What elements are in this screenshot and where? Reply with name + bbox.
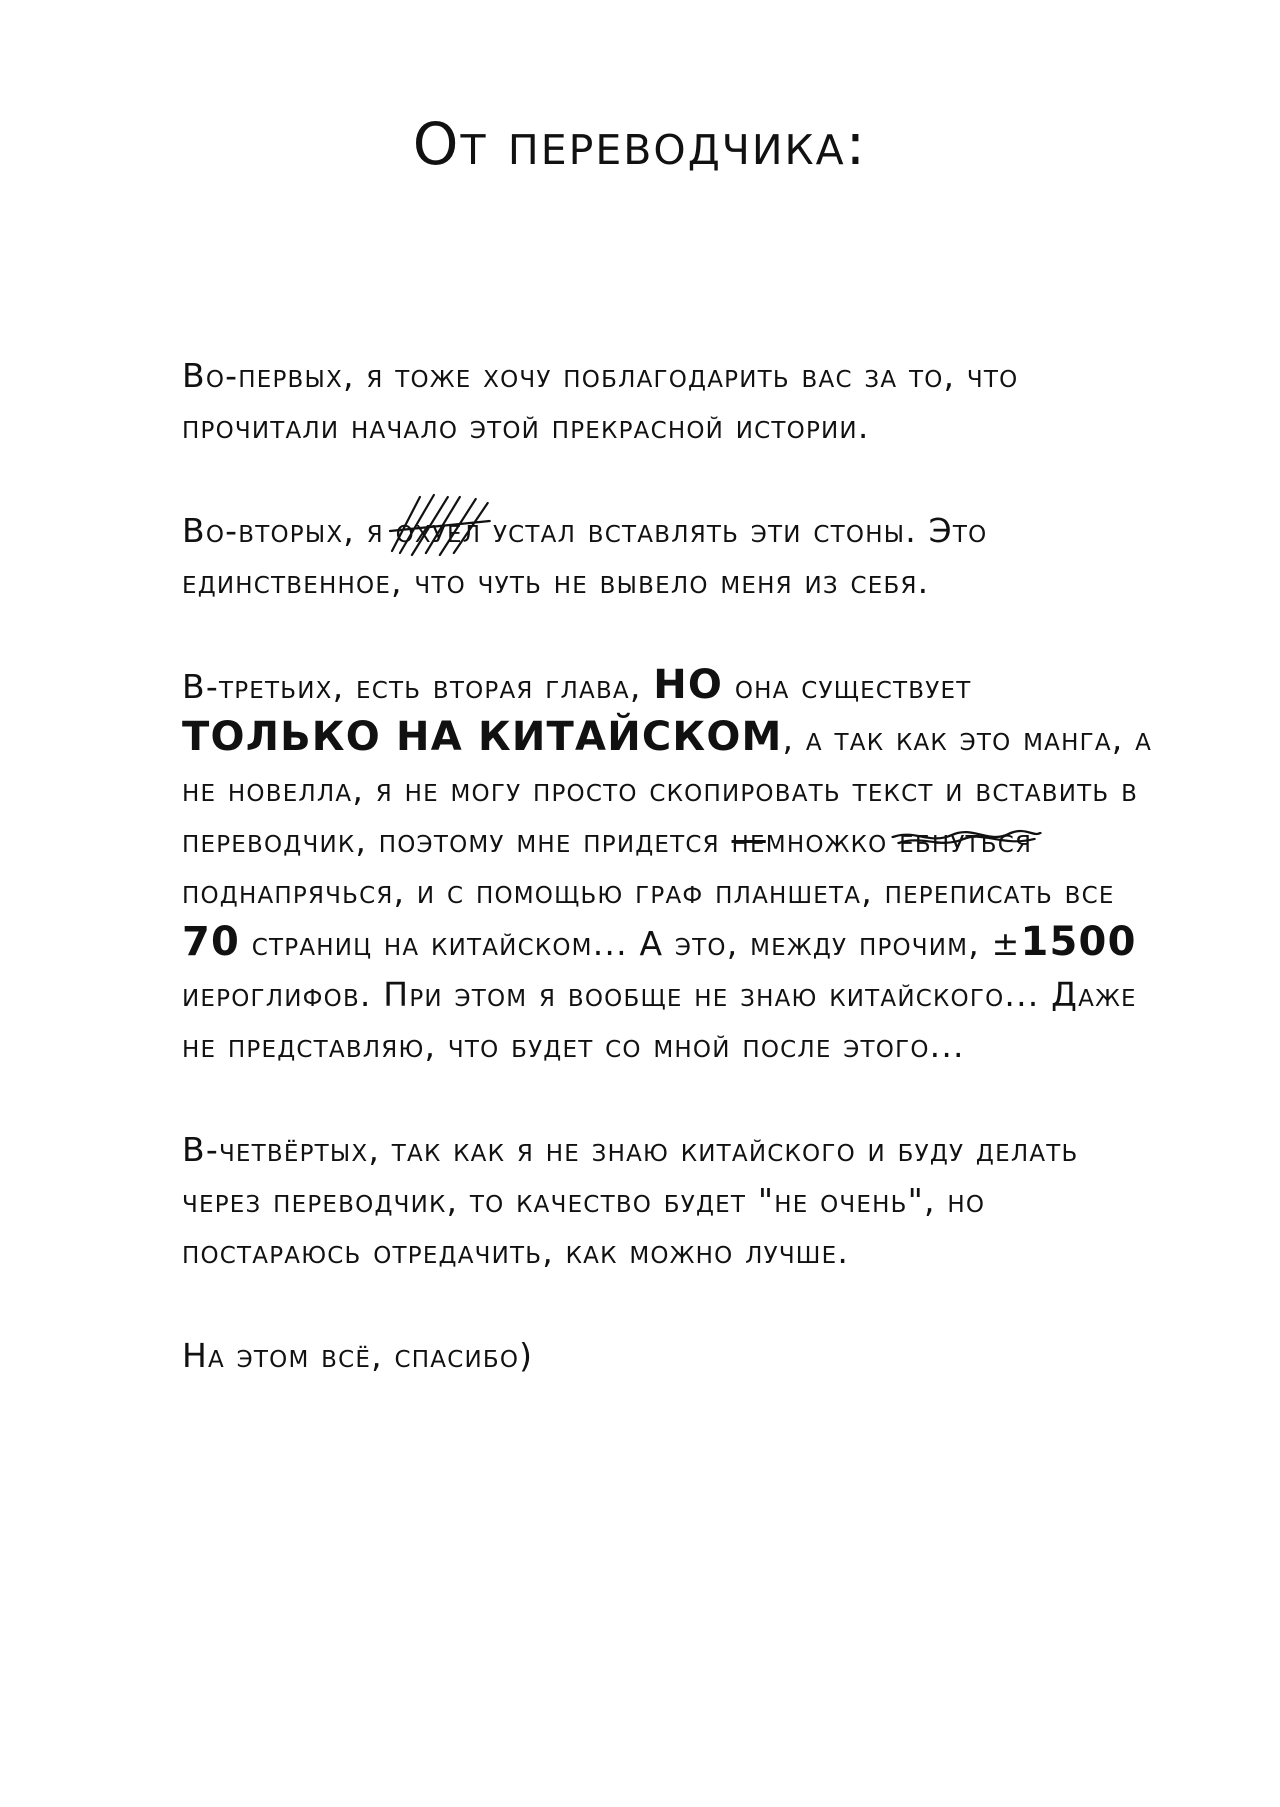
- paragraph-second-start: Во-вторых, я: [182, 511, 396, 550]
- crossed-out-word: [396, 505, 482, 556]
- paragraph-third-part-1: В-третьих, есть вторая глава,: [182, 667, 654, 706]
- crossed-out-word-2-text: ебнуться: [899, 821, 1033, 860]
- paragraph-third-part-6: страниц на китайском... А это, между прочим, ±: [240, 924, 1021, 963]
- emphasis-but: НО: [653, 662, 724, 708]
- paragraph-third: [182, 660, 1162, 1071]
- paragraph-first: Во-первых, я тоже хочу поблагодарить вас за то, что прочитали начало этой прекрасной истории.: [182, 356, 1019, 446]
- paragraph-fourth: В-четвёртых, так как я не знаю китайского и буду делать через переводчик, то качество будет "не очень", но постараюсь отредачить, как можно лучше.: [182, 1130, 1079, 1271]
- paragraph-second-end: устал вставлять эти стоны. Это единственное, что чуть не вывело меня из себя.: [182, 511, 988, 601]
- paragraph-third-part-4: множко: [765, 821, 900, 860]
- crossed-out-word-2: [899, 815, 1032, 866]
- page-title: От переводчика:: [412, 110, 868, 178]
- crossed-out-prefix: не: [731, 821, 766, 860]
- page-count: 70: [182, 919, 241, 965]
- crossed-out-word-text: охуел: [395, 511, 482, 550]
- paragraph-third-part-7: иероглифов. При этом я вообще не знаю китайского... Даже не представляю, что будет со мной после этого...: [182, 975, 1137, 1065]
- paragraph-third-part-3: , а так как это манга, а не новелла, я не могу просто скопировать текст и вставить в переводчик, поэтому мне придется: [182, 719, 1153, 860]
- paragraph-closing: На этом всё, спасибо): [182, 1336, 534, 1375]
- paragraph-third-part-2: она существует: [723, 667, 972, 706]
- paragraph-third-part-5: поднапрячься, и с помощью граф планшета, переписать все: [182, 872, 1115, 911]
- glyph-count: 1500: [1020, 919, 1137, 965]
- paragraph-second: [182, 505, 1162, 607]
- note-body: [182, 350, 1162, 1381]
- emphasis-only-chinese: ТОЛЬКО НА КИТАЙСКОМ: [182, 714, 783, 760]
